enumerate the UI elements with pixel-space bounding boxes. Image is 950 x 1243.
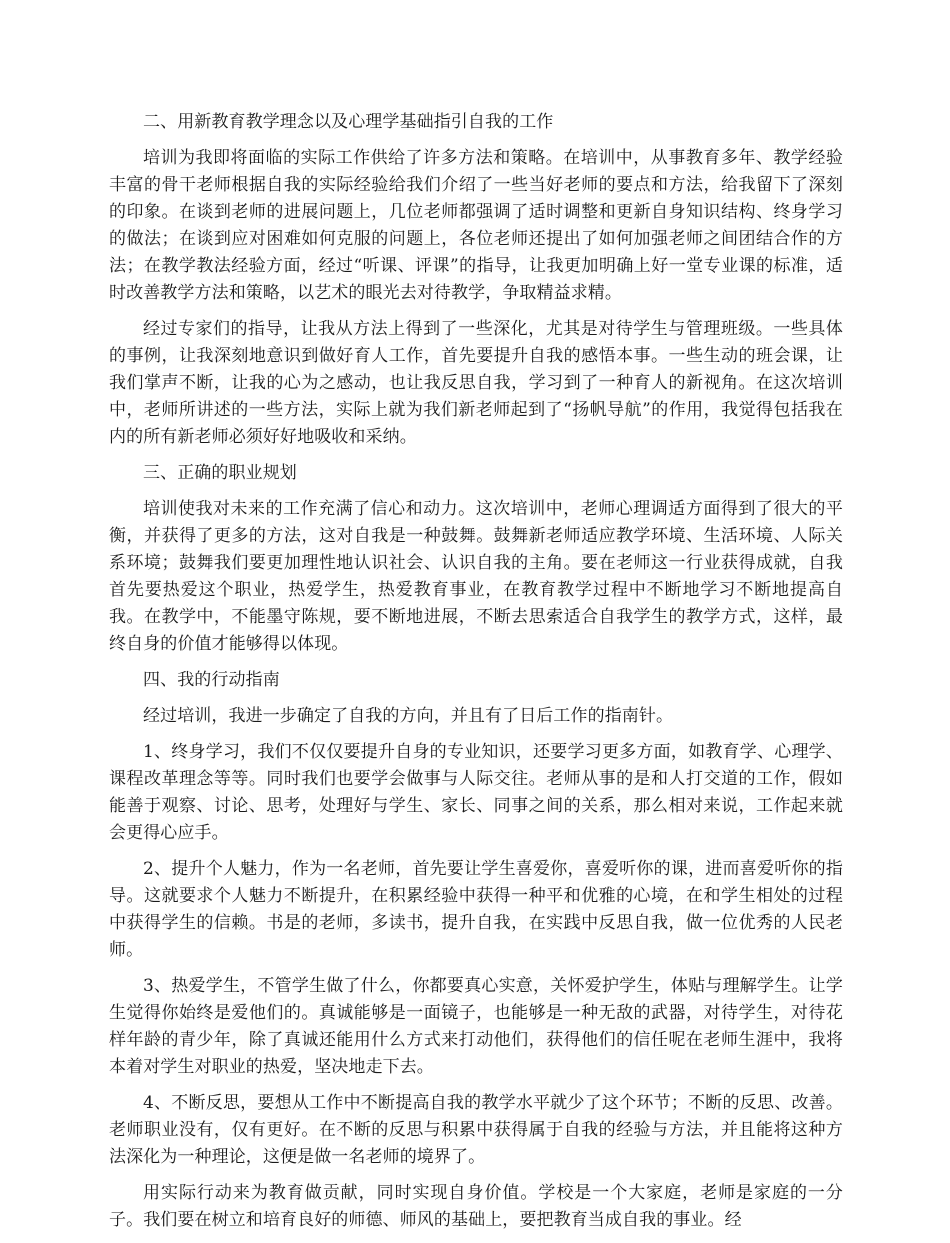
paragraph-direction: 经过培训，我进一步确定了自我的方向，并且有了日后工作的指南针。	[143, 706, 674, 726]
section-heading-4: 四、我的行动指南	[143, 670, 280, 690]
list-item-love-students: 3、热爱学生，不管学生做了什么，你都要真心实意，关怀爱护学生，体贴与理解学生。让学生觉得你始终是爱他们的。真诚能够是一面镜子，也能够是一种无敌的武器，对待学生，对待花样年龄的青少年，除了真诚还能用什么方式来打动他们，获得他们的信任呢在老师生涯中，我将本着对学生对职业的热爱，坚决地走下去。	[109, 976, 843, 1077]
document-page	[109, 109, 843, 1243]
paragraph-conclusion: 用实际行动来为教育做贡献，同时实现自身价值。学校是一个大家庭，老师是家庭的一分子。我们要在树立和培育良好的师德、师风的基础上，要把教育当成自我的事业。经	[109, 1183, 843, 1230]
section-heading-2: 二、用新教育教学理念以及心理学基础指引自我的工作	[143, 112, 554, 132]
list-item-lifelong-learning: 1、终身学习，我们不仅仅要提升自身的专业知识，还要学习更多方面，如教育学、心理学、课程改革理念等等。同时我们也要学会做事与人际交往。老师从事的是和人打交道的工作，假如能善于观察、讨论、思考，处理好与学生、家长、同事之间的关系，那么相对来说，工作起来就会更得心应手。	[109, 742, 843, 843]
section-heading-3: 三、正确的职业规划	[143, 463, 297, 483]
paragraph-career-planning: 培训使我对未来的工作充满了信心和动力。这次培训中，老师心理调适方面得到了很大的平衡，并获得了更多的方法，这对自我是一种鼓舞。鼓舞新老师适应教学环境、生活环境、人际关系环境；鼓舞我们要更加理性地认识社会、认识自我的主角。要在老师这一行业获得成就，自我首先要热爱这个职业，热爱学生，热爱教育事业，在教育教学过程中不断地学习不断地提高自我。在教学中，不能墨守陈规，要不断地进展，不断去思索适合自我学生的教学方式，这样，最终自身的价值才能够得以体现。	[109, 499, 843, 654]
paragraph-training-methods: 培训为我即将面临的实际工作供给了许多方法和策略。在培训中，从事教育多年、教学经验丰富的骨干老师根据自我的实际经验给我们介绍了一些当好老师的要点和方法，给我留下了深刻的印象。在谈到老师的进展问题上，几位老师都强调了适时调整和更新自身知识结构、终身学习的做法；在谈到应对困难如何克服的问题上，各位老师还提出了如何加强老师之间团结合作的方法；在教学教法经验方面，经过“听课、评课”的指导，让我更加明确上好一堂专业课的标准，适时改善教学方法和策略，以艺术的眼光去对待教学，争取精益求精。	[109, 148, 843, 303]
list-item-reflection: 4、不断反思，要想从工作中不断提高自我的教学水平就少了这个环节；不断的反思、改善。老师职业没有，仅有更好。在不断的反思与积累中获得属于自我的经验与方法，并且能将这种方法深化为一种理论，这便是做一名老师的境界了。	[109, 1093, 843, 1167]
list-item-personal-charm: 2、提升个人魅力，作为一名老师，首先要让学生喜爱你，喜爱听你的课，进而喜爱听你的指导。这就要求个人魅力不断提升，在积累经验中获得一种平和优雅的心境，在和学生相处的过程中获得学生的信赖。书是的老师，多读书，提升自我，在实践中反思自我，做一位优秀的人民老师。	[109, 859, 843, 960]
paragraph-expert-guidance: 经过专家们的指导，让我从方法上得到了一些深化，尤其是对待学生与管理班级。一些具体的事例，让我深刻地意识到做好育人工作，首先要提升自我的感悟本事。一些生动的班会课，让我们掌声不断，让我的心为之感动，也让我反思自我，学习到了一种育人的新视角。在这次培训中，老师所讲述的一些方法，实际上就为我们新老师起到了“扬帆导航”的作用，我觉得包括我在内的所有新老师必须好好地吸收和采纳。	[109, 319, 843, 447]
